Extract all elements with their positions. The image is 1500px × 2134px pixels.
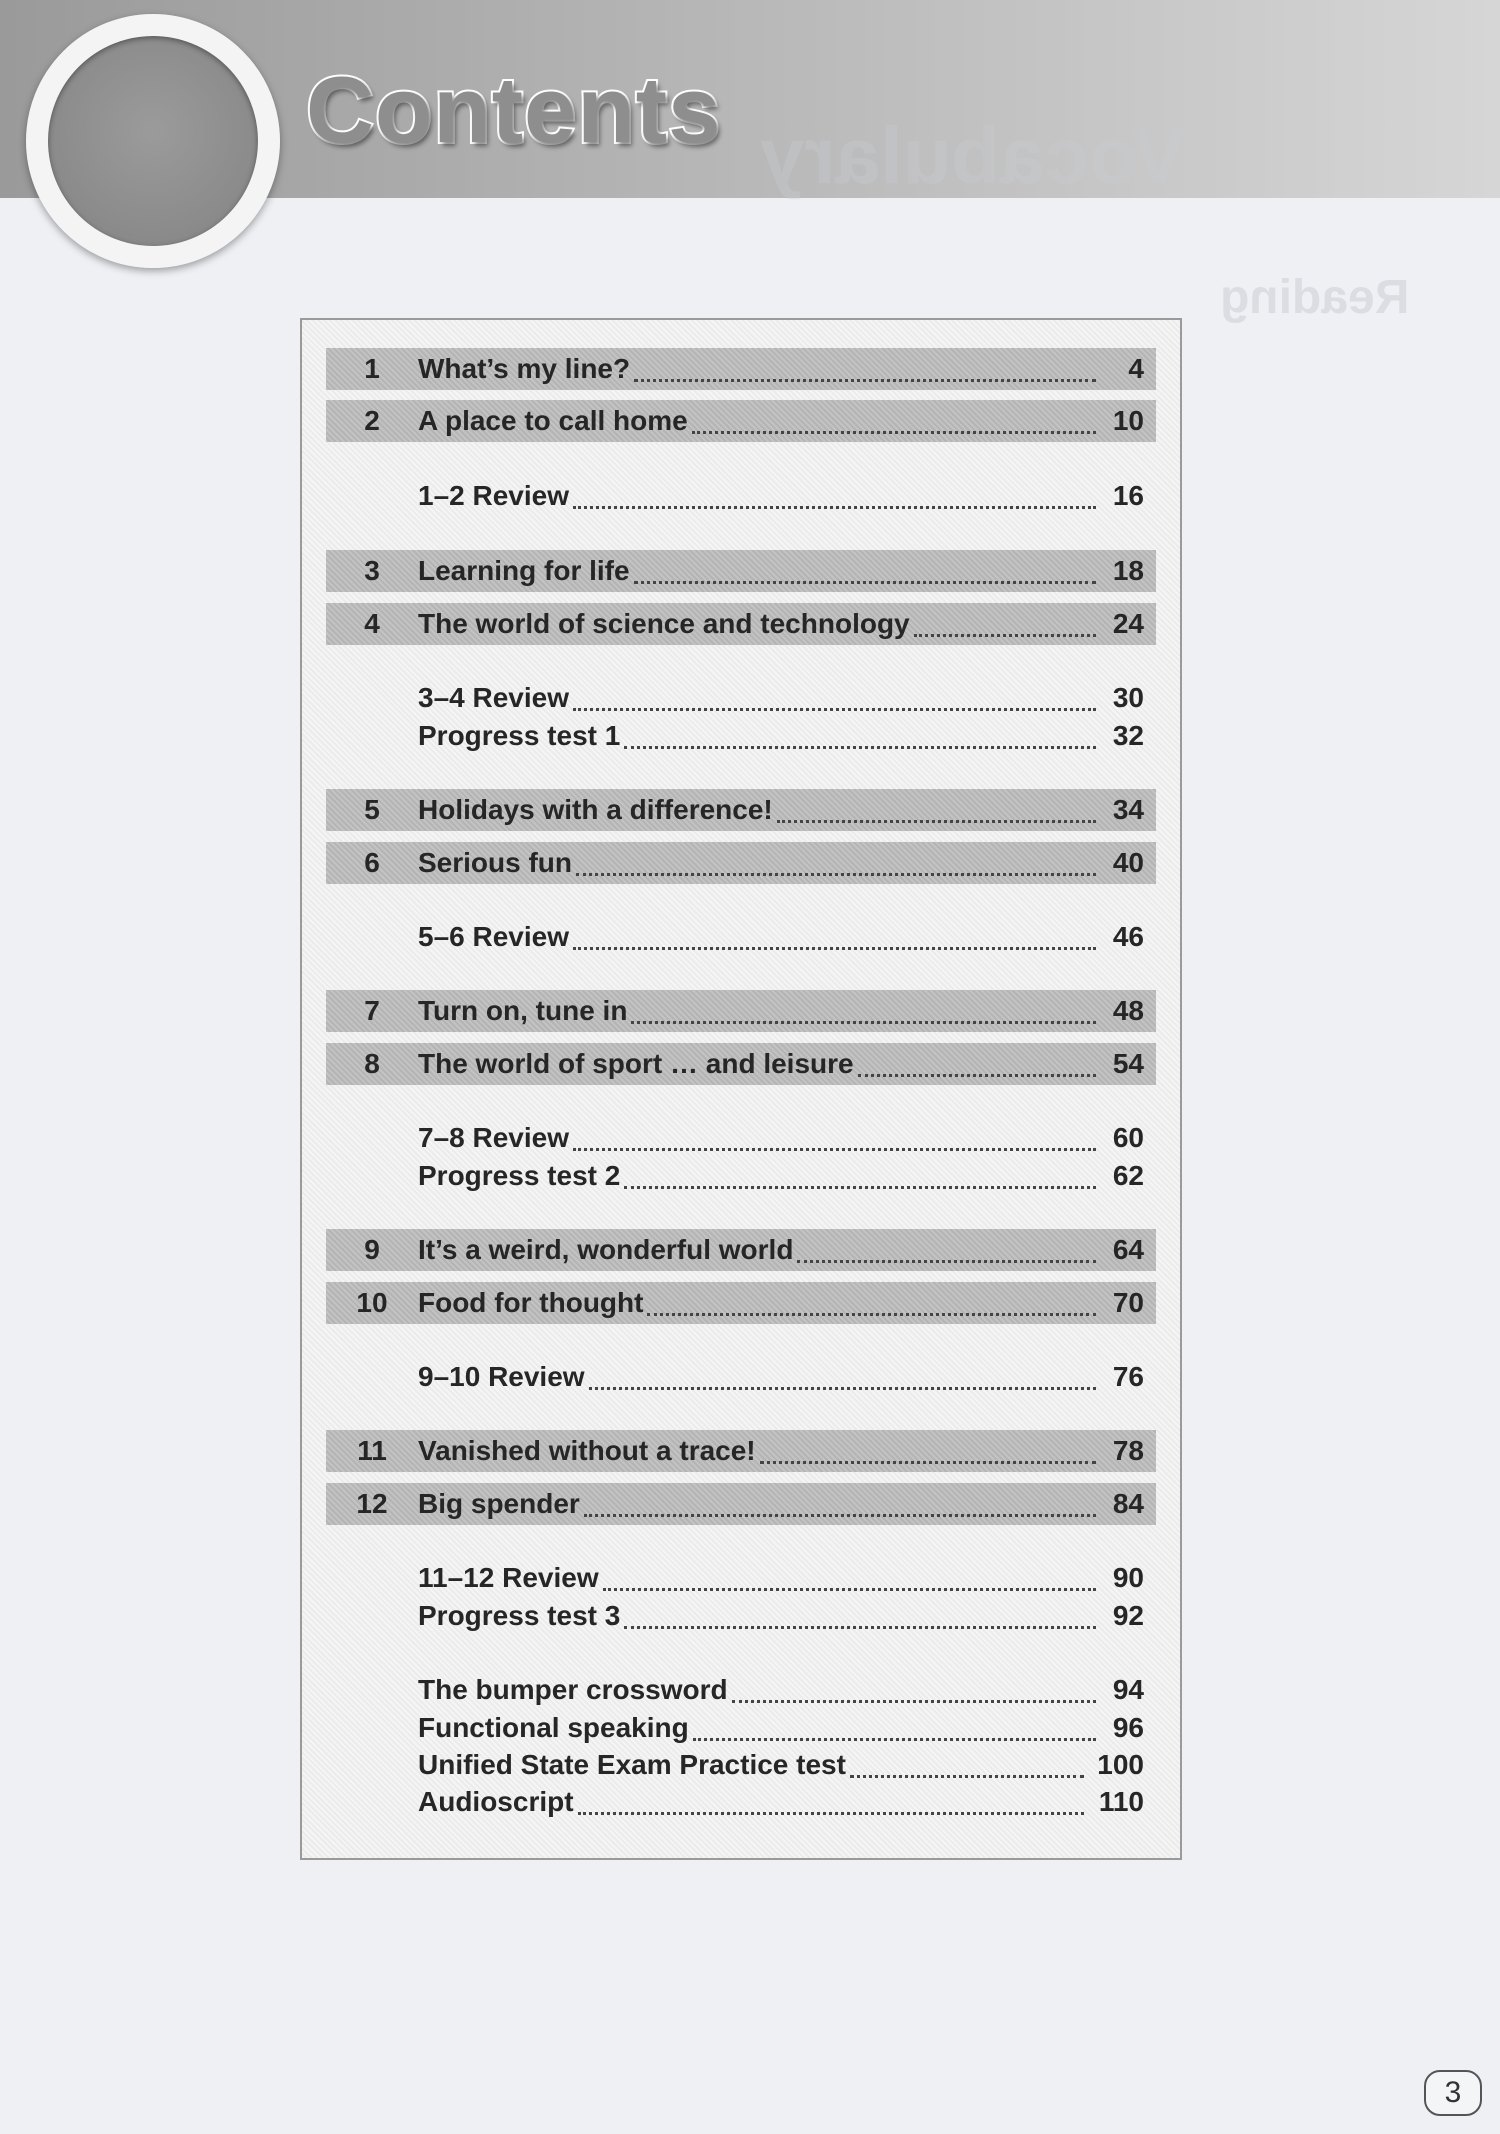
toc-row[interactable] — [326, 1043, 1156, 1085]
toc-leader-dots — [732, 1680, 1096, 1703]
toc-leader-dots — [576, 853, 1096, 876]
toc-page: 16 — [1112, 480, 1144, 511]
toc-row[interactable] — [326, 1595, 1156, 1637]
toc-leader-dots — [647, 1293, 1096, 1316]
toc-row[interactable] — [326, 1744, 1156, 1786]
toc-row[interactable] — [326, 1557, 1156, 1599]
toc-page: 92 — [1112, 1600, 1144, 1631]
toc-row[interactable] — [326, 1356, 1156, 1398]
toc-title: It’s a weird, wonderful world — [418, 1234, 794, 1265]
toc-leader-dots — [624, 1606, 1096, 1629]
toc-unit-number: 3 — [364, 555, 380, 586]
toc-title: 5–6 Review — [418, 921, 569, 952]
toc-row[interactable] — [326, 475, 1156, 517]
toc-row[interactable] — [326, 1781, 1156, 1823]
show-through-decoration: Reading — [1220, 271, 1410, 324]
toc-row[interactable] — [326, 603, 1156, 645]
toc-page: 100 — [1097, 1749, 1144, 1780]
toc-title: Learning for life — [418, 555, 630, 586]
toc-page: 94 — [1112, 1674, 1144, 1705]
toc-row[interactable] — [326, 1483, 1156, 1525]
toc-leader-dots — [584, 1494, 1096, 1517]
toc-unit-number: 2 — [364, 405, 380, 436]
toc-unit-number: 1 — [364, 353, 380, 384]
toc-row[interactable] — [326, 1707, 1156, 1749]
toc-page: 40 — [1112, 847, 1144, 878]
toc-page: 70 — [1112, 1287, 1144, 1318]
toc-row[interactable] — [326, 1117, 1156, 1159]
toc-unit-number: 12 — [356, 1488, 388, 1519]
toc-title: 9–10 Review — [418, 1361, 585, 1392]
toc-leader-dots — [624, 726, 1096, 749]
toc-title: Unified State Exam Practice test — [418, 1749, 846, 1780]
toc-row[interactable] — [326, 348, 1156, 390]
toc-title: Functional speaking — [418, 1712, 689, 1743]
toc-leader-dots — [624, 1166, 1096, 1189]
toc-page: 32 — [1112, 720, 1144, 751]
toc-row[interactable] — [326, 1229, 1156, 1271]
toc-page: 48 — [1112, 995, 1144, 1026]
toc-page: 34 — [1112, 794, 1144, 825]
toc-leader-dots — [631, 1001, 1096, 1024]
toc-row[interactable] — [326, 842, 1156, 884]
toc-page: 54 — [1112, 1048, 1144, 1079]
toc-row[interactable] — [326, 1669, 1156, 1711]
toc-leader-dots — [589, 1367, 1096, 1390]
toc-title: 7–8 Review — [418, 1122, 569, 1153]
toc-title: Progress test 1 — [418, 720, 621, 751]
toc-title: Progress test 2 — [418, 1160, 621, 1191]
toc-title: The world of sport … and leisure — [418, 1048, 854, 1079]
toc-page: 24 — [1112, 608, 1144, 639]
toc-page: 84 — [1112, 1488, 1144, 1519]
page-title: Contents — [306, 57, 722, 162]
toc-page: 18 — [1112, 555, 1144, 586]
toc-title: The bumper crossword — [418, 1674, 728, 1705]
toc-leader-dots — [858, 1054, 1096, 1077]
toc-page: 64 — [1112, 1234, 1144, 1265]
toc-page: 96 — [1112, 1712, 1144, 1743]
toc-title: What’s my line? — [418, 353, 631, 384]
toc-row[interactable] — [326, 916, 1156, 958]
toc-page: 76 — [1112, 1361, 1144, 1392]
toc-leader-dots — [777, 800, 1096, 823]
toc-page: 110 — [1098, 1786, 1144, 1817]
toc-leader-dots — [573, 1128, 1096, 1151]
toc-unit-number: 8 — [364, 1048, 380, 1079]
toc-title: Serious fun — [418, 847, 573, 878]
toc-title: Big spender — [418, 1488, 580, 1519]
toc-leader-dots — [573, 688, 1096, 711]
toc-leader-dots — [850, 1755, 1084, 1778]
show-through-decoration: Vocabulary — [760, 111, 1186, 200]
toc-title: Holidays with a difference! — [418, 794, 773, 825]
toc-page: 30 — [1112, 682, 1144, 713]
toc-page: 60 — [1112, 1122, 1144, 1153]
toc-leader-dots — [573, 486, 1096, 509]
toc-title: Audioscript — [418, 1786, 574, 1817]
toc-row[interactable] — [326, 1155, 1156, 1197]
toc-row[interactable] — [326, 789, 1156, 831]
toc-page: 90 — [1112, 1562, 1144, 1593]
toc-leader-dots — [914, 614, 1096, 637]
toc-leader-dots — [693, 1718, 1096, 1741]
toc-unit-number: 6 — [364, 847, 380, 878]
toc-title: A place to call home — [418, 405, 688, 436]
toc-unit-number: 7 — [364, 995, 380, 1026]
toc-row[interactable] — [326, 677, 1156, 719]
decorative-ring-icon — [26, 14, 280, 268]
toc-unit-number: 4 — [364, 608, 380, 639]
toc-title: Turn on, tune in — [418, 995, 628, 1026]
toc-page: 46 — [1112, 921, 1144, 952]
toc-leader-dots — [578, 1792, 1084, 1815]
toc-page: 4 — [1128, 353, 1144, 384]
toc-title: Progress test 3 — [418, 1600, 621, 1631]
toc-title: The world of science and technology — [418, 608, 910, 639]
toc-row[interactable] — [326, 990, 1156, 1032]
toc-leader-dots — [634, 561, 1096, 584]
toc-page: 78 — [1112, 1435, 1144, 1466]
toc-leader-dots — [760, 1441, 1096, 1464]
toc-leader-dots — [573, 927, 1096, 950]
toc-row[interactable] — [326, 1430, 1156, 1472]
toc-unit-number: 10 — [356, 1287, 388, 1318]
toc-title: 11–12 Review — [418, 1562, 599, 1593]
toc-row[interactable] — [326, 550, 1156, 592]
toc-unit-number: 11 — [357, 1435, 387, 1466]
toc-unit-number: 9 — [364, 1234, 380, 1265]
toc-row[interactable] — [326, 400, 1156, 442]
table-of-contents — [300, 318, 1182, 1860]
toc-row[interactable] — [326, 1282, 1156, 1324]
toc-title: 1–2 Review — [418, 480, 569, 511]
toc-unit-number: 5 — [364, 794, 380, 825]
toc-leader-dots — [797, 1240, 1096, 1263]
page-number-badge: 3 — [1424, 2070, 1482, 2116]
toc-page: 10 — [1112, 405, 1144, 436]
toc-page: 62 — [1112, 1160, 1144, 1191]
toc-leader-dots — [603, 1568, 1096, 1591]
toc-leader-dots — [692, 411, 1096, 434]
toc-title: 3–4 Review — [418, 682, 569, 713]
toc-row[interactable] — [326, 715, 1156, 757]
toc-title: Food for thought — [418, 1287, 644, 1318]
toc-leader-dots — [634, 359, 1096, 382]
toc-title: Vanished without a trace! — [418, 1435, 756, 1466]
